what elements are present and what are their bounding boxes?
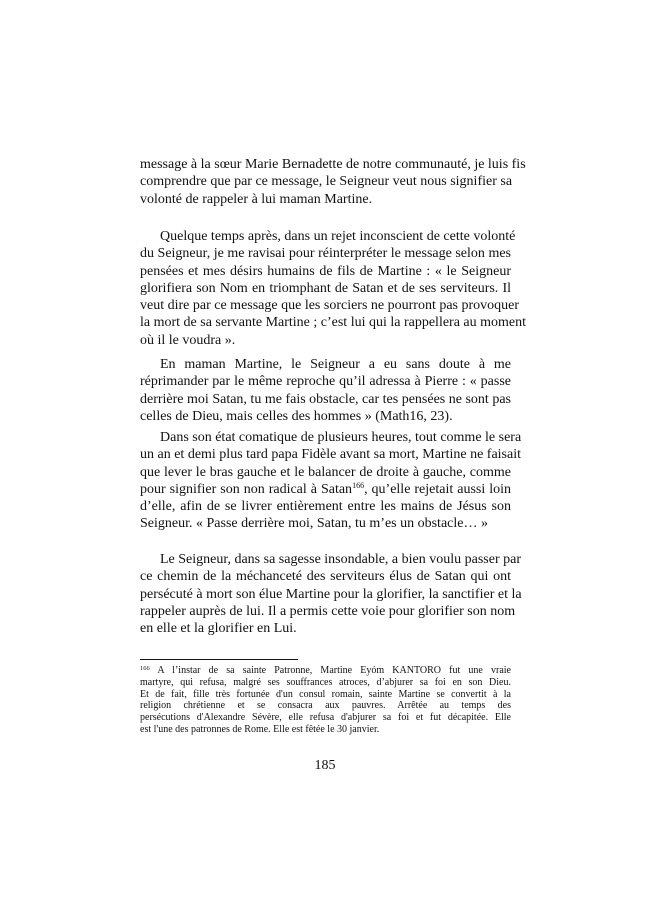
- text-line: [140, 481, 511, 498]
- paragraph-4: [140, 429, 522, 533]
- page-number: 185: [314, 758, 336, 773]
- footnote-separator: [140, 659, 298, 660]
- text-line: volonté de rappeler à lui maman Martine.: [140, 191, 373, 207]
- footnote-reference[interactable]: 166: [352, 480, 365, 490]
- paragraph-1: [140, 156, 526, 208]
- paragraph-2: [140, 228, 527, 349]
- text-fragment: pour signifier son non radical à Satan: [140, 481, 353, 497]
- text-fragment: A l’instar de sa sainte Patronne, Martine Eyóm KANTORO fut une vraie: [149, 665, 511, 676]
- text-fragment: , qu’elle rejetait aussi loin: [364, 481, 511, 497]
- footnote-number: 166: [140, 665, 150, 672]
- text-line: réprimander par le même reproche qu’il adressa à Pierre : « passe: [140, 374, 511, 390]
- paragraph-3: [140, 356, 511, 425]
- footnote-line: martyre, qui refusa, malgré ses souffrances atroces, d’abjurer sa foi en son Dieu.: [140, 676, 511, 688]
- text-line: la mort de sa servante Martine ; c’est lui qui la rappellera au moment: [140, 315, 527, 331]
- footnote-line: Et de fait, fille très fortunée d'un consul romain, sainte Martine se convertit à la: [140, 688, 511, 700]
- footnote-line: est l'une des patronnes de Rome. Elle est fêtée le 30 janvier.: [140, 723, 380, 735]
- footnote: [140, 665, 511, 736]
- text-line: glorifiera son Nom en triomphant de Satan et de ses serviteurs. Il: [140, 280, 511, 296]
- text-line: Dans son état comatique de plusieurs heures, tout comme le sera: [160, 430, 522, 445]
- text-line: un an et demi plus tard papa Fidèle avant sa mort, Martine ne faisait: [140, 447, 521, 463]
- text-line: que lever le bras gauche et le balancer de droite à gauche, comme: [140, 464, 511, 480]
- text-line: où il le voudra ».: [140, 332, 236, 348]
- text-line: comprendre que par ce message, le Seigneur veut nous signifier sa: [140, 174, 513, 190]
- footnote-line: [140, 665, 511, 677]
- text-line: Le Seigneur, dans sa sagesse insondable, a bien voulu passer par: [160, 552, 522, 567]
- text-line: Seigneur. « Passe derrière moi, Satan, tu m’es un obstacle… »: [140, 516, 488, 532]
- text-line: en elle et la glorifier en Lui.: [140, 621, 297, 637]
- footnote-line: religion chrétienne et se consacra aux pauvres. Arrêtée au temps des: [140, 700, 511, 712]
- text-line: derrière moi Satan, tu me fais obstacle, car tes pensées ne sont pas: [140, 391, 511, 407]
- text-line: du Seigneur, je me ravisai pour réinterpréter le message selon mes: [140, 246, 511, 262]
- text-line: persécuté à mort son élue Martine pour la glorifier, la sanctifier et la: [140, 586, 522, 602]
- text-line: d’elle, afin de se livrer entièrement entre les mains de Jésus son: [140, 499, 511, 515]
- text-line: celles de Dieu, mais celles des hommes » (Math16, 23).: [140, 408, 453, 424]
- text-line: message à la sœur Marie Bernadette de notre communauté, je luis fis: [140, 157, 526, 172]
- footnote-line: persécutions d'Alexandre Sévère, elle refusa d'abjurer sa foi et fut décapitée. Elle: [140, 712, 511, 724]
- text-line: En maman Martine, le Seigneur a eu sans doute à me: [160, 357, 511, 372]
- text-line: ce chemin de la méchanceté des serviteurs élus de Satan qui ont: [140, 569, 511, 585]
- paragraph-5: [140, 551, 522, 637]
- text-line: rappeler auprès de lui. Il a permis cette voie pour glorifier son nom: [140, 603, 516, 619]
- text-line: veut dire par ce message que les sorciers ne pourront pas provoquer: [140, 298, 520, 314]
- text-line: pensées et mes désirs humains de fils de Martine : « le Seigneur: [140, 263, 511, 279]
- text-line: Quelque temps après, dans un rejet inconscient de cette volonté: [160, 229, 516, 244]
